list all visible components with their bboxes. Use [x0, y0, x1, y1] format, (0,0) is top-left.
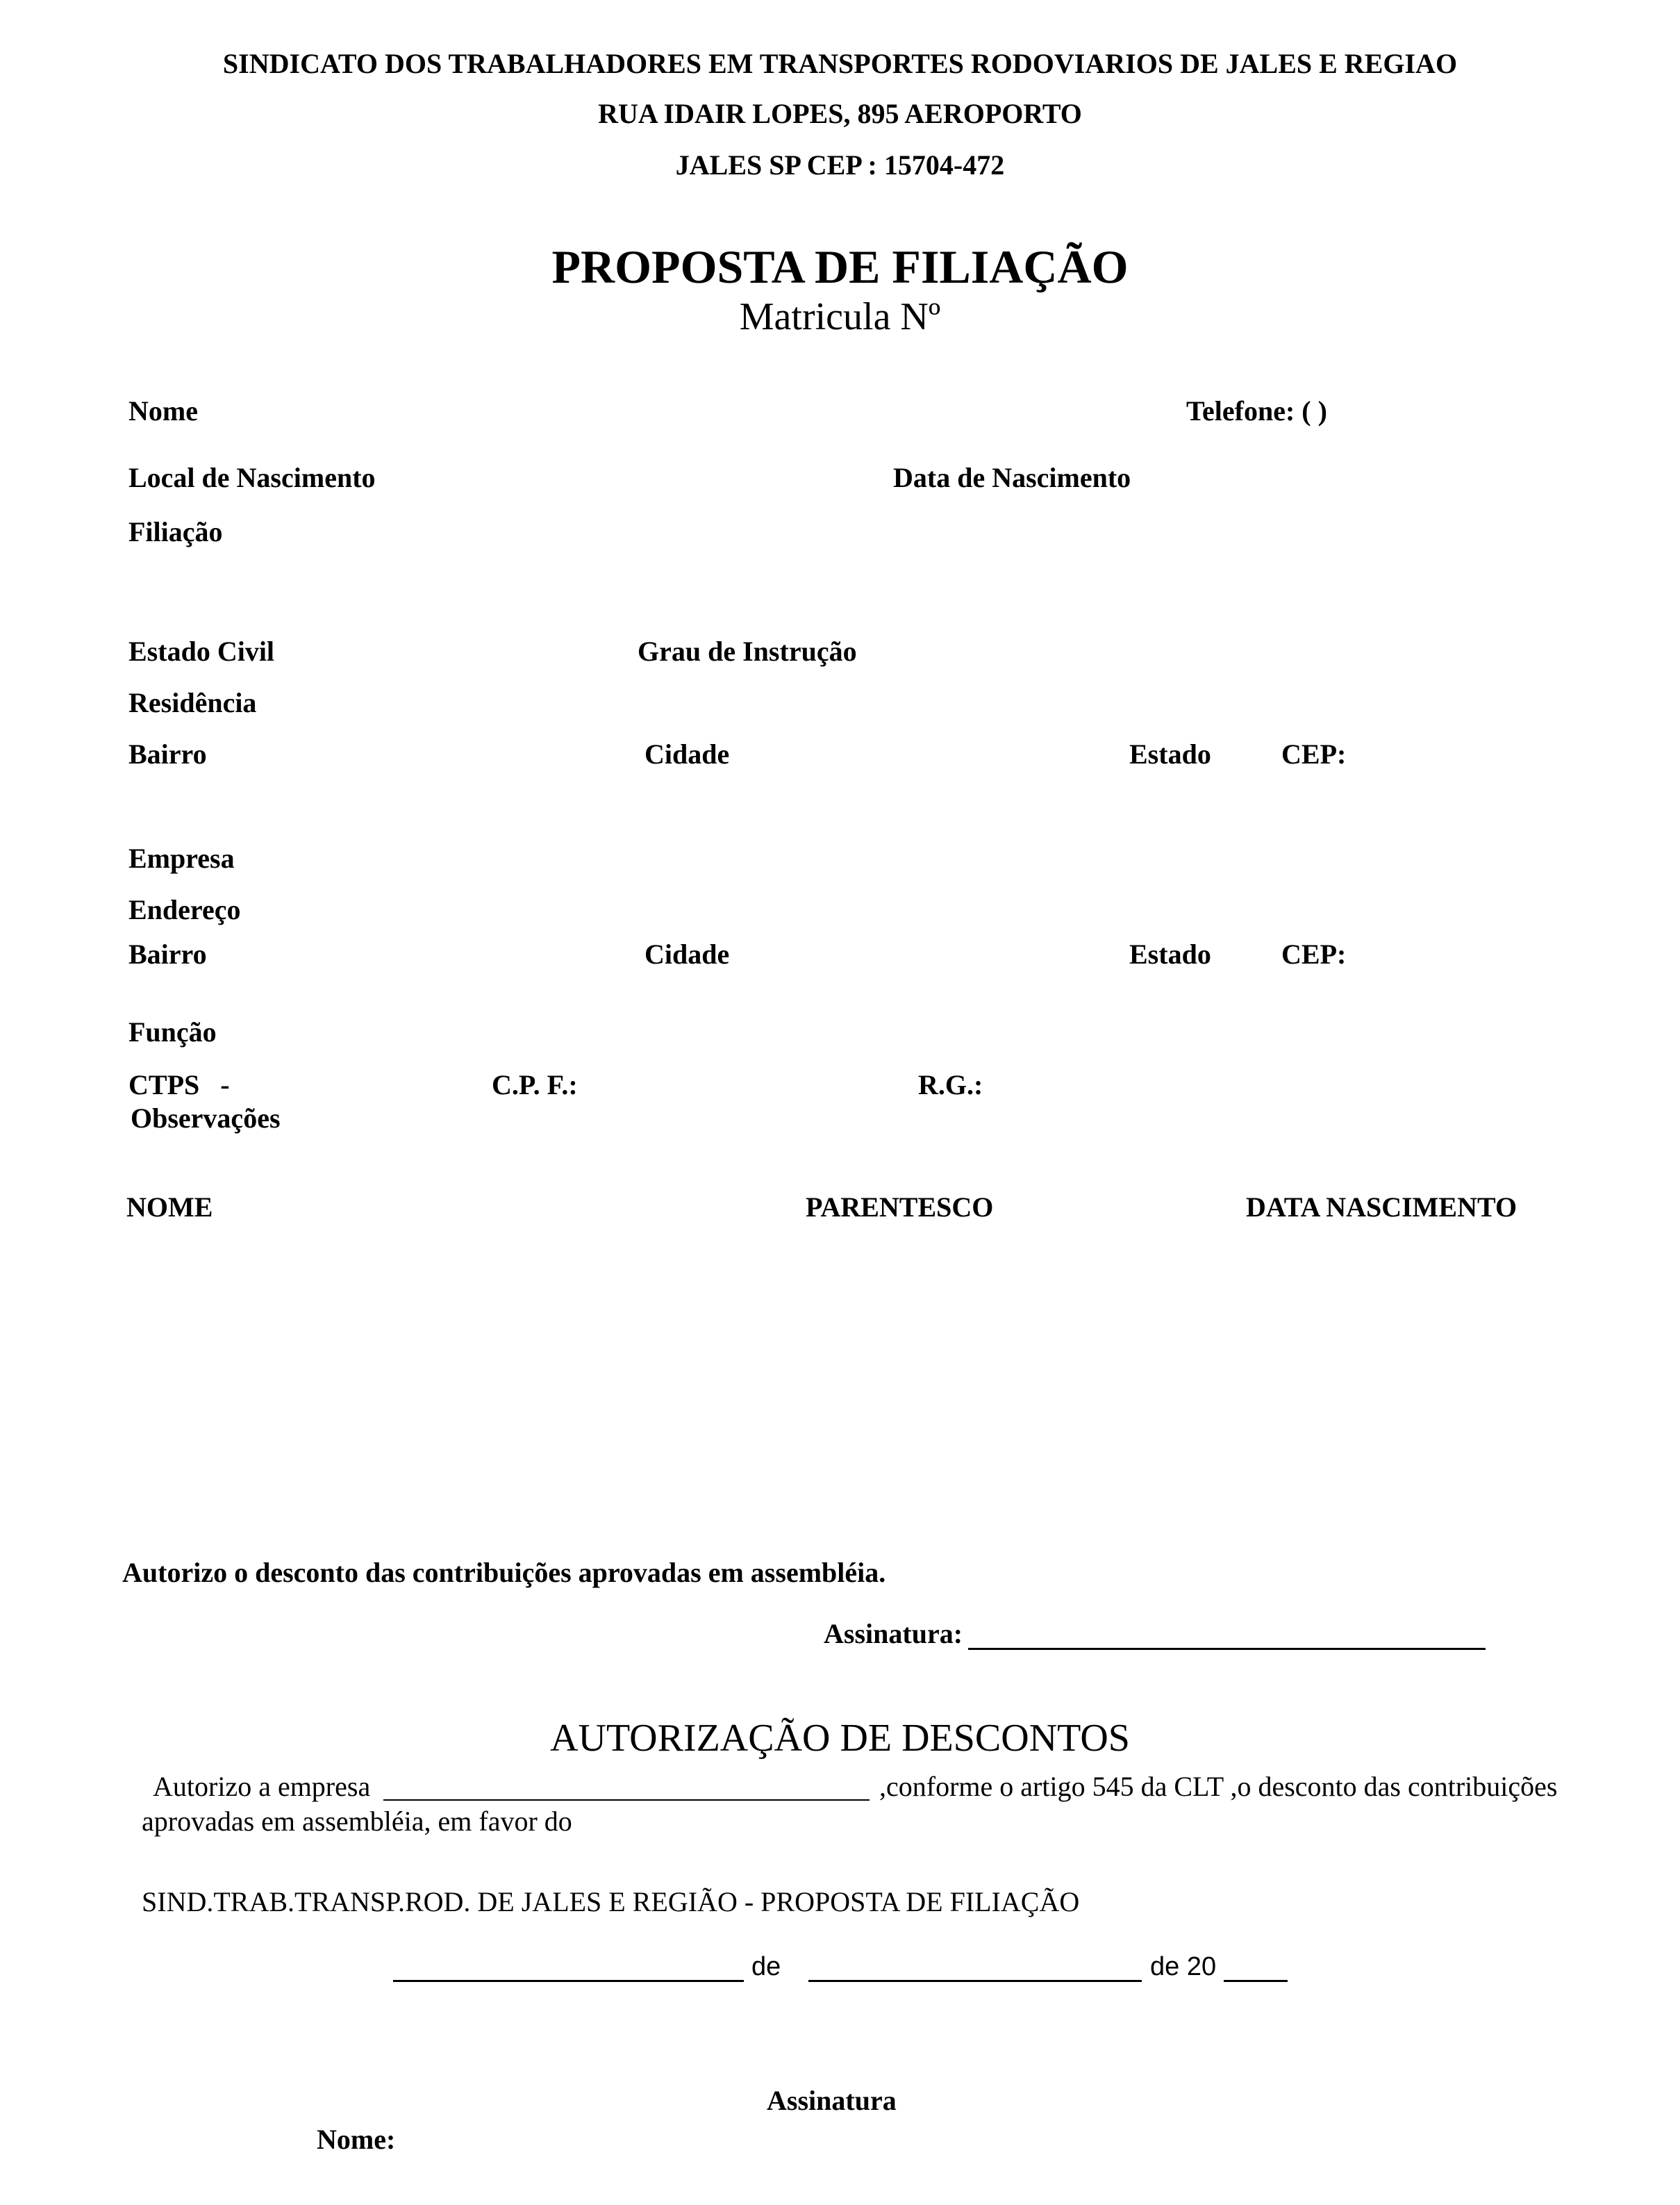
field-cpf-label: C.P. F.:: [492, 1069, 578, 1100]
authorization-signature-label: Assinatura: [767, 2085, 897, 2116]
consent-text: Autorizo o desconto das contribuições aprovadas em assembléia.: [122, 1557, 886, 1588]
date-de-1: de: [751, 1952, 781, 1981]
date-year-line: [1224, 1980, 1288, 1982]
consent-signature-label: Assinatura:: [824, 1618, 963, 1649]
field-estado-civil-label: Estado Civil: [128, 636, 275, 667]
union-address: RUA IDAIR LOPES, 895 AEROPORTO: [598, 98, 1082, 129]
field-bairro-label: Bairro: [128, 738, 207, 770]
field-empresa-bairro-label: Bairro: [128, 939, 207, 970]
field-estado-label: Estado: [1129, 738, 1211, 770]
field-nome-label: Nome: [128, 395, 198, 427]
date-de-2: de 20: [1150, 1952, 1217, 1981]
field-empresa-label: Empresa: [128, 843, 235, 874]
authorization-text-line2: aprovadas em assembléia, em favor do: [142, 1806, 572, 1837]
field-grau-instrucao-label: Grau de Instrução: [638, 636, 857, 667]
dependents-col-parentesco: PARENTESCO: [806, 1191, 994, 1223]
field-empresa-cep-label: CEP:: [1281, 939, 1347, 970]
union-name: SINDICATO DOS TRABALHADORES EM TRANSPORTES RODOVIARIOS DE JALES E REGIAO: [222, 48, 1458, 79]
field-cep-label: CEP:: [1281, 738, 1347, 770]
union-city-cep: JALES SP CEP : 15704-472: [675, 149, 1005, 181]
page-title: PROPOSTA DE FILIAÇÃO: [551, 240, 1129, 293]
field-cidade-label: Cidade: [644, 738, 730, 770]
authorization-nome-label: Nome:: [317, 2124, 396, 2155]
authorization-text-end: ,conforme o artigo 545 da CLT ,o desconto das contribuições: [879, 1771, 1558, 1802]
field-residencia-label: Residência: [128, 687, 257, 718]
dependents-col-nome: NOME: [126, 1191, 213, 1223]
field-empresa-estado-label: Estado: [1129, 939, 1211, 970]
field-empresa-cidade-label: Cidade: [644, 939, 730, 970]
consent-signature-line: [968, 1648, 1486, 1650]
field-filiacao-label: Filiação: [128, 516, 223, 547]
field-data-nascimento-label: Data de Nascimento: [893, 462, 1131, 493]
registration-number-label: Matricula Nº: [739, 295, 941, 338]
date-month-line: [808, 1980, 1142, 1982]
union-name-line: SIND.TRAB.TRANSP.ROD. DE JALES E REGIÃO - PROPOSTA DE FILIAÇÃO: [142, 1886, 1080, 1917]
field-ctps-label: CTPS -: [128, 1069, 230, 1100]
field-endereco-label: Endereço: [128, 894, 241, 925]
authorization-text-start: Autorizo a empresa: [153, 1771, 371, 1802]
field-funcao-label: Função: [128, 1016, 217, 1048]
company-name-line: [383, 1799, 870, 1801]
field-observacoes-label: Observações: [131, 1102, 281, 1134]
field-local-nascimento-label: Local de Nascimento: [128, 462, 376, 493]
authorization-title: AUTORIZAÇÃO DE DESCONTOS: [550, 1717, 1130, 1760]
date-day-line: [393, 1980, 744, 1982]
dependents-col-data-nascimento: DATA NASCIMENTO: [1246, 1191, 1517, 1223]
field-telefone-label: Telefone: ( ): [1186, 395, 1327, 427]
field-rg-label: R.G.:: [918, 1069, 983, 1100]
